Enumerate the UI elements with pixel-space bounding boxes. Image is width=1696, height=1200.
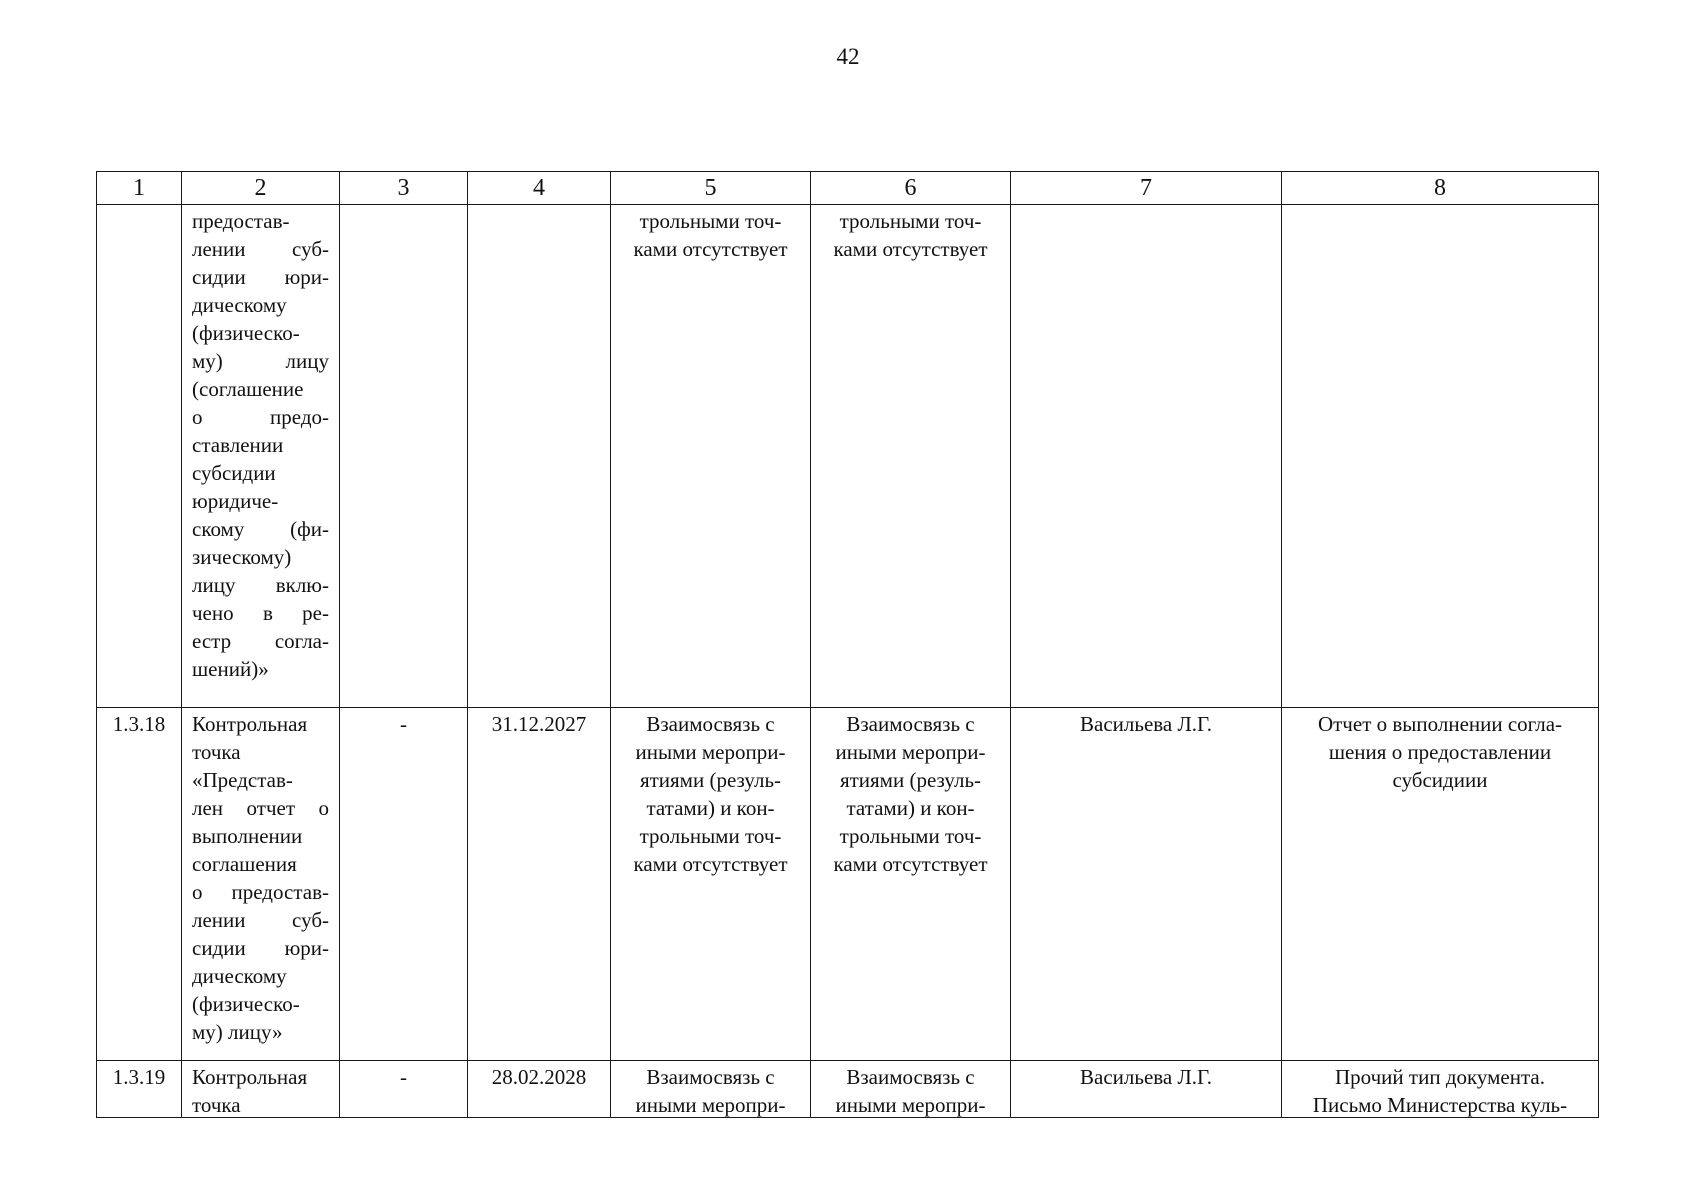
cell-text-line: ставлении (192, 433, 284, 457)
column-header: 6 (811, 172, 1011, 205)
cell-text-line: ками отсутствует (633, 852, 788, 876)
cell-text-line: Отчет о выполнении согла- (1317, 712, 1563, 736)
relation-cell (611, 1061, 811, 1118)
due-date: 28.02.2028 (491, 1065, 587, 1089)
cell-text-line: лен отчет о (192, 796, 329, 820)
column-header: 7 (1011, 172, 1282, 205)
date-cell (468, 205, 611, 708)
description-cell (182, 205, 340, 708)
cell-text-line: Прочий тип документа. (1335, 1065, 1545, 1089)
cell-text-line: иными меропри- (635, 1093, 786, 1117)
column-header: 5 (611, 172, 811, 205)
cell-text-line: дическому (192, 293, 287, 317)
cell-text-line: ками отсутствует (833, 852, 988, 876)
col3-value: - (400, 712, 407, 736)
column-header: 2 (182, 172, 340, 205)
table-row (97, 708, 1599, 1061)
cell-text-line: предостав- (192, 209, 290, 233)
cell-text-line: лении суб- (192, 908, 329, 932)
cell-text-line: Контрольная (192, 712, 308, 736)
col3-value: - (400, 1065, 407, 1089)
cell-text-line: (соглашение (192, 377, 304, 401)
column-header: 1 (97, 172, 182, 205)
cell-text-line: субсидиии (1392, 768, 1488, 792)
cell-text-line: соглашения (192, 852, 297, 876)
relation-cell (611, 205, 811, 708)
row-number-cell (97, 205, 182, 708)
cell-text-line: татами) и кон- (846, 796, 975, 820)
cell-text-line: ятиями (резуль- (839, 768, 982, 792)
cell-text-line: лицу вклю- (192, 573, 329, 597)
responsible-person: Васильева Л.Г. (1080, 712, 1212, 736)
responsible-cell (1011, 1061, 1282, 1118)
cell-text-line: иными меропри- (835, 740, 986, 764)
cell-text-line: выполнении (192, 824, 303, 848)
document-cell (1282, 205, 1599, 708)
cell-text-line: Контрольная (192, 1065, 308, 1089)
relation-cell (811, 205, 1011, 708)
cell-text-line: иными меропри- (835, 1093, 986, 1117)
date-cell (468, 1061, 611, 1118)
responsible-cell (1011, 708, 1282, 1061)
cell-text-line: Письмо Министерства куль- (1312, 1093, 1568, 1117)
control-points-table (96, 171, 1599, 1118)
table-row (97, 205, 1599, 708)
cell-text-line: му) лицу (192, 349, 329, 373)
due-date: 31.12.2027 (491, 712, 587, 736)
cell-text-line: точка (192, 1093, 241, 1117)
cell-text-line: татами) и кон- (646, 796, 775, 820)
relation-cell (811, 708, 1011, 1061)
cell-text-line: трольными точ- (839, 824, 982, 848)
cell-text-line: Взаимосвязь с (646, 712, 775, 736)
column-header: 3 (340, 172, 468, 205)
column-header: 8 (1282, 172, 1599, 205)
table-header-row (97, 172, 1599, 205)
cell-text-line: Взаимосвязь с (646, 1065, 775, 1089)
col3-cell (340, 708, 468, 1061)
cell-text-line: зическому) (192, 545, 292, 569)
cell-text-line: естр согла- (192, 629, 329, 653)
cell-text-line: точка (192, 740, 241, 764)
cell-text-line: иными меропри- (635, 740, 786, 764)
row-number: 1.3.18 (112, 712, 166, 736)
cell-text-line: (физическо- (192, 321, 300, 345)
column-header: 4 (468, 172, 611, 205)
cell-text-line: шений)» (192, 657, 269, 681)
date-cell (468, 708, 611, 1061)
cell-text-line: ками отсутствует (833, 237, 988, 261)
cell-text-line: ятиями (резуль- (639, 768, 782, 792)
cell-text-line: скому (фи- (192, 517, 329, 541)
row-number: 1.3.19 (112, 1065, 166, 1089)
responsible-person: Васильева Л.Г. (1080, 1065, 1212, 1089)
cell-text-line: о предо- (192, 405, 329, 429)
relation-cell (611, 708, 811, 1061)
cell-text-line: «Представ- (192, 768, 293, 792)
description-cell (182, 1061, 340, 1118)
cell-text-line: му) лицу» (192, 1020, 283, 1044)
description-cell (182, 708, 340, 1061)
col3-cell (340, 1061, 468, 1118)
cell-text-line: юридиче- (192, 489, 279, 513)
cell-text-line: (физическо- (192, 992, 300, 1016)
table-row (97, 1061, 1599, 1118)
cell-text-line: чено в ре- (192, 601, 329, 625)
cell-text-line: Взаимосвязь с (846, 712, 975, 736)
page-number: 42 (836, 44, 860, 69)
cell-text-line: сидии юри- (192, 265, 329, 289)
cell-text-line: ками отсутствует (633, 237, 788, 261)
cell-text-line: субсидии (192, 461, 276, 485)
relation-cell (811, 1061, 1011, 1118)
document-cell (1282, 1061, 1599, 1118)
cell-text-line: шения о предоставлении (1328, 740, 1552, 764)
cell-text-line: дическому (192, 964, 287, 988)
document-cell (1282, 708, 1599, 1061)
cell-text-line: трольными точ- (839, 209, 982, 233)
cell-text-line: трольными точ- (639, 824, 782, 848)
col3-cell (340, 205, 468, 708)
cell-text-line: о предостав- (192, 880, 329, 904)
row-number-cell (97, 708, 182, 1061)
cell-text-line: трольными точ- (639, 209, 782, 233)
responsible-cell (1011, 205, 1282, 708)
cell-text-line: Взаимосвязь с (846, 1065, 975, 1089)
cell-text-line: сидии юри- (192, 936, 329, 960)
cell-text-line: лении суб- (192, 237, 329, 261)
row-number-cell (97, 1061, 182, 1118)
